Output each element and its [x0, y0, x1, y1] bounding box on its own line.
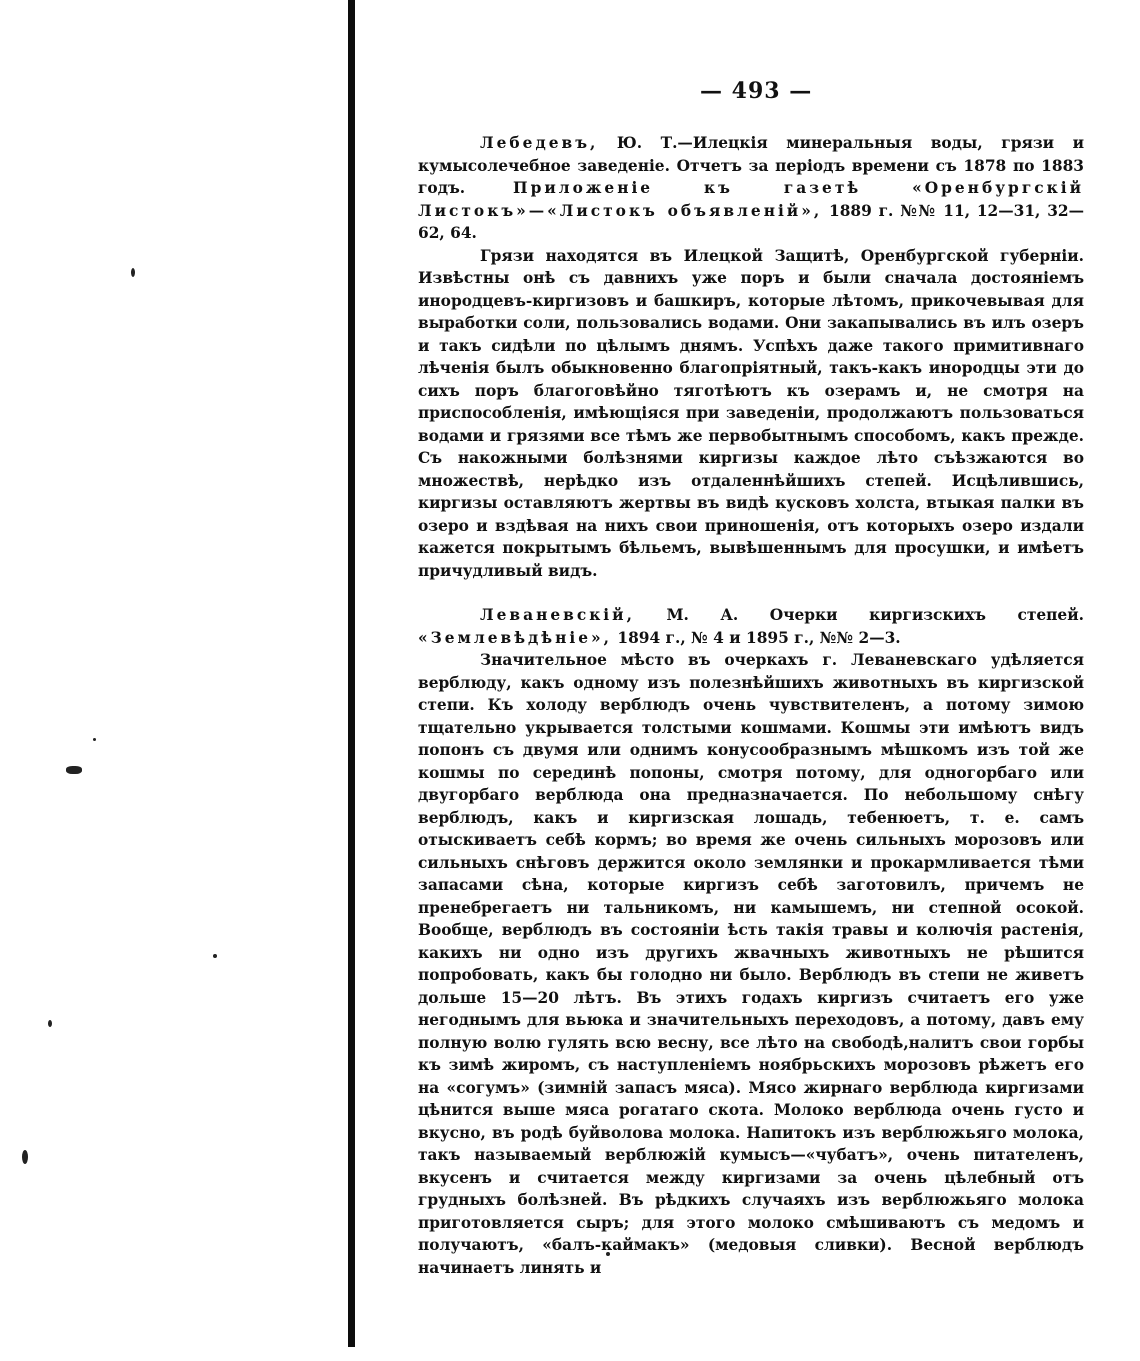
text-column: [418, 132, 1084, 1279]
entry-source-details: 1894 г., № 4 и 1895 г., №№ 2—3.: [617, 628, 901, 647]
entry-abstract: Значительное мѣсто въ очеркахъ г. Леваневскаго удѣляется верблюду, какъ одному изъ полезнѣйшихъ животныхъ въ киргизской степи. Къ холоду верблюдъ очень чувствителенъ, а потому зимою тщательно укрывается толстыми кошмами. Кошмы эти имѣютъ видъ попонъ съ двумя или однимъ конусообразнымъ мѣшкомъ изъ той же кошмы по серединѣ попоны, смотря потому, для одногорбаго или двугорбаго верблюда она предназначается. По небольшому снѣгу верблюдъ, какъ и киргизская лошадь, тебенюетъ, т. е. самъ отыскиваетъ себѣ кормъ; во время же очень сильныхъ морозовъ или сильныхъ снѣговъ держится около землянки и прокармливается тѣми запасами сѣна, которые киргизъ себѣ заготовилъ, причемъ не пренебрегаетъ ни тальникомъ, ни камышемъ, ни степной осокой. Вообще, верблюдъ въ состояніи ѣсть такія травы и колючія растенія, какихъ ни одно изъ другихъ жвачныхъ животныхъ не рѣшится попробовать, какъ бы голодно ни было. Верблюдъ въ степи не живетъ дольше 15—20 лѣтъ. Въ этихъ годахъ киргизъ считаетъ его уже негоднымъ для вьюка и значительныхъ переходовъ, а потому, давъ ему полную волю гулять всю весну, все лѣто на свободѣ,налитъ свои горбы къ зимѣ жиромъ, съ наступленіемъ ноябрьскихъ морозовъ рѣжетъ его на «согумъ» (зимній запасъ мяса). Мясо жирнаго верблюда киргизами цѣнится выше мяса рогатаго скота. Молоко верблюда очень густо и вкусно, въ родѣ буйволова молока. Напитокъ изъ верблюжьяго молока, такъ называемый верблюжій кумысъ—«чубатъ», очень питателенъ, вкусенъ и считается между киргизами за очень цѣлебный отъ грудныхъ болѣзней. Въ рѣдкихъ случаяхъ изъ верблюжьяго молока приготовляется сыръ; для этого молоко смѣшиваютъ съ медомъ и получаютъ, «балъ-каймакъ» (медовыя сливки). Весной верблюдъ начинаетъ линять и: [418, 651, 1084, 1277]
scan-speck: [66, 766, 82, 774]
entry-title: Ю. Т.—Илецкія минеральныя воды, грязи и кумысолечебное заведеніе. Отчетъ за періодъ времени съ 1878 по 1883 годъ.: [418, 134, 1085, 197]
binding-gutter-rule: [348, 0, 355, 1347]
scan-speck: [213, 954, 217, 958]
entry-title: М. А. Очерки киргизскихъ степей.: [666, 606, 1084, 624]
bibliography-entry: [418, 604, 1084, 1279]
scan-speck: [131, 268, 135, 277]
scan-speck: [93, 738, 96, 741]
entry-source-details: 1889 г. №№ 11, 12—31, 32—62, 64.: [418, 201, 1085, 242]
scan-speck: [22, 1150, 28, 1164]
entry-abstract: Грязи находятся въ Илецкой Защитѣ, Оренбургской губерніи. Извѣстны онѣ съ давнихъ уже поръ и были сначала достояніемъ инородцевъ-киргизовъ и башкиръ, которые лѣтомъ, прикочевывая для выработки соли, пользовались водами. Они закапывались въ илъ озеръ и такъ сидѣли по цѣлымъ днямъ. Успѣхъ даже такого примитивнаго лѣченія былъ обыкновенно благопріятный, такъ-какъ инородцы эти до сихъ поръ благоговѣйно тяготѣютъ къ озерамъ и, не смотря на приспособленія, имѣющіяся при заведеніи, продолжаютъ пользоваться водами и грязями все тѣмъ же первобытнымъ способомъ, какъ прежде. Съ накожными болѣзнями киргизы каждое лѣто съѣзжаются во множествѣ, нерѣдко изъ отдаленнѣйшихъ степей. Исцѣлившись, киргизы оставляютъ жертвы въ видѣ кусковъ холста, втыкая палки въ озеро и вздѣвая на нихъ свои приношенія, отъ которыхъ озеро издали кажется покрытымъ бѣльемъ, вывѣшеннымъ для просушки, и имѣетъ причудливый видъ.: [418, 246, 1084, 580]
entry-citation: [418, 604, 1084, 649]
entry-citation: [418, 132, 1084, 245]
entry-source: «Землевѣдѣніе»,: [418, 628, 612, 647]
entry-author: Леваневскій,: [480, 606, 635, 624]
entry-author: Лебедевъ,: [480, 134, 599, 152]
scan-speck: [48, 1020, 52, 1027]
page-number: — 493 —: [700, 78, 813, 104]
bibliography-entry: [418, 132, 1084, 582]
entry-source: Приложеніе къ газетѣ «Оренбургскій Листокъ»—«Листокъ объявленій»,: [418, 179, 1084, 220]
